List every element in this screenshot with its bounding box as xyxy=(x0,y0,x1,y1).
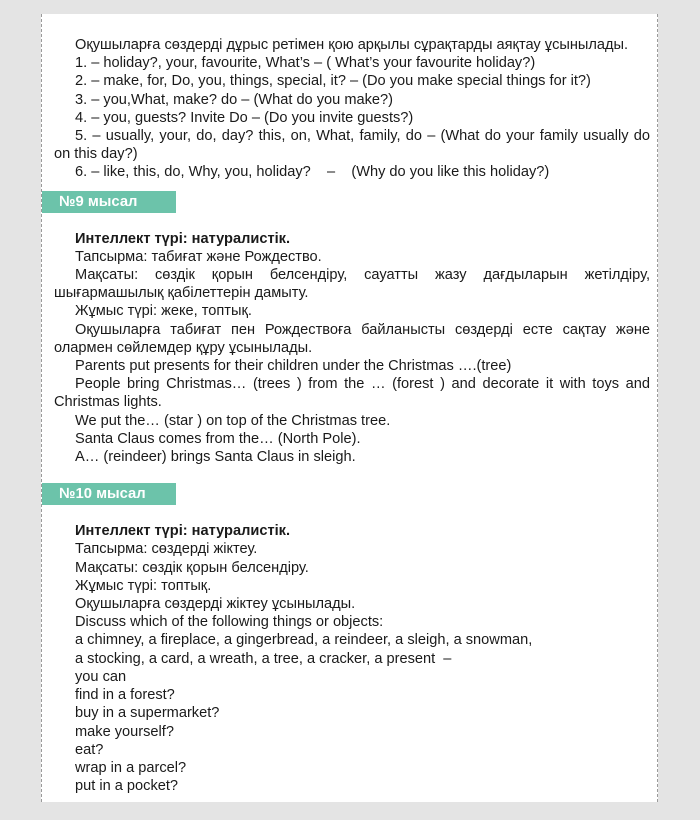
question-item-6: 6. – like, this, do, Why, you, holiday? – (Why do you like this holiday?) xyxy=(75,164,550,181)
section-10-line-9: wrap in a parcel? xyxy=(75,759,187,776)
section-9-work-type: Жұмыс түрі: жеке, топтық. xyxy=(75,303,252,320)
question-item-2: 2. – make, for, Do, you, things, special, it? – (Do you make special things for it?) xyxy=(75,73,591,90)
section-9-sentence-2: People bring Christmas… (trees ) from the … (forest ) and decorate it with toys and Christmas lights. xyxy=(54,376,650,411)
section-9-instruction: Оқушыларға табиғат пен Рождествоға байланысты сөздерді есте сақтау және олармен сөйлемдер құру ұсынылады. xyxy=(54,321,650,356)
section-10-line-2: a chimney, a fireplace, a gingerbread, a reindeer, a sleigh, a snowman, xyxy=(75,632,533,649)
section-9-task: Тапсырма: табиғат және Рождество. xyxy=(75,248,322,265)
section-9-intelligence: Интеллект түрі: натуралистік. xyxy=(75,230,291,247)
section-9-sentence-3: We put the… (star ) on top of the Christmas tree. xyxy=(75,412,391,429)
section-10-goal: Мақсаты: сөздік қорын белсендіру. xyxy=(75,559,309,576)
question-item-1: 1. – holiday?, your, favourite, What’s – ( What’s your favourite holiday?) xyxy=(75,55,536,72)
section-10-line-1: Discuss which of the following things or objects: xyxy=(75,614,384,631)
question-item-3: 3. – you,What, make? do – (What do you make?) xyxy=(75,91,393,108)
page-content xyxy=(54,36,650,795)
section-10-instruction: Оқушыларға сөздерді жіктеу ұсынылады. xyxy=(75,596,356,613)
question-item-4: 4. – you, guests? Invite Do – (Do you invite guests?) xyxy=(75,109,414,126)
section-10-line-7: make yourself? xyxy=(75,723,174,740)
intro-text: Оқушыларға сөздерді дұрыс ретімен қою арқылы сұрақтарды аяқтау ұсынылады. xyxy=(75,37,629,53)
section-10-line-5: find in a forest? xyxy=(75,687,175,704)
section-10-task: Тапсырма: сөздерді жіктеу. xyxy=(75,541,258,558)
section-9-sentence-4: Santa Claus comes from the… (North Pole). xyxy=(75,430,361,447)
question-item-5: 5. – usually, your, do, day? this, on, What, family, do – (What do your family usually do on this day?) xyxy=(54,128,650,163)
section-10-line-6: buy in a supermarket? xyxy=(75,705,220,722)
section-10-line-3: a stocking, a card, a wreath, a tree, a cracker, a present – xyxy=(75,650,452,667)
page xyxy=(41,14,658,802)
section-9-sentence-1: Parents put presents for their children under the Christmas ….(tree) xyxy=(75,358,512,375)
section-9-sentence-5: A… (reindeer) brings Santa Claus in sleigh. xyxy=(75,449,356,466)
section-10-line-8: eat? xyxy=(75,741,104,758)
section-10-line-10: put in a pocket? xyxy=(75,778,179,795)
section-10-work-type: Жұмыс түрі: топтық. xyxy=(75,577,212,594)
section-10-header: №10 мысал xyxy=(42,483,176,505)
section-10-line-4: you can xyxy=(75,668,127,685)
section-10-intelligence: Интеллект түрі: натуралистік. xyxy=(75,523,291,540)
section-9-goal: Мақсаты: сөздік қорын белсендіру, сауатты жазу дағдыларын жетілдіру, шығармашылық қабілеттерін дамыту. xyxy=(54,267,650,302)
section-9-header: №9 мысал xyxy=(42,191,176,213)
